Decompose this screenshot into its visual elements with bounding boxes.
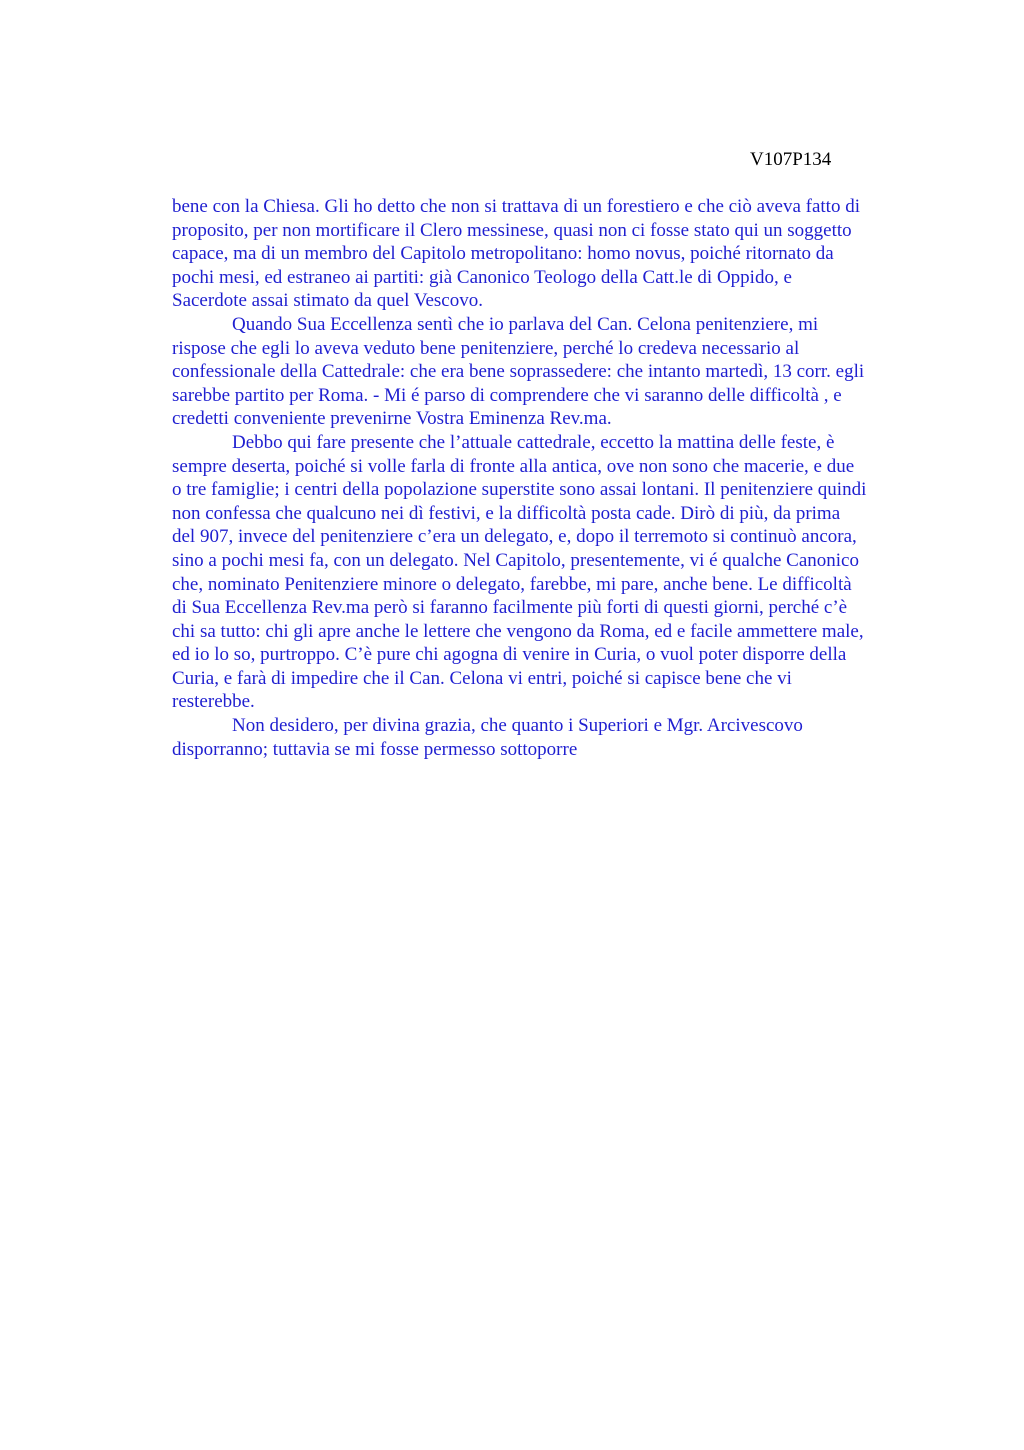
text-line: che, nominato Penitenziere minore o delegato, farebbe, mi pare, anche bene. Le difficoltà [172,573,852,595]
text-line: ed io lo so, purtroppo. C’è pure chi agogna di venire in Curia, o vuol poter disporre della [172,644,847,666]
page-id: V107P134 [750,149,832,170]
text-line: rispose che egli lo aveva veduto bene penitenziere, perché lo credeva necessario al [172,337,800,359]
text-line: Curia, e farà di impedire che il Can. Celona vi entri, poiché si capisce bene che vi [172,667,792,689]
text-line: confessionale della Cattedrale: che era bene soprassedere: che intanto martedì, 13 corr. egli [172,361,865,383]
text-line: chi sa tutto: chi gli apre anche le lettere che vengono da Roma, ed e facile ammettere male, [172,620,864,642]
text-line: Non desidero, per divina grazia, che quanto i Superiori e Mgr. Arcivescovo [232,715,803,737]
text-line: credetti conveniente prevenirne Vostra Eminenza Rev.ma. [172,408,612,430]
text-line: disporranno; tuttavia se mi fosse permesso sottoporre [172,738,578,760]
text-line: o tre famiglie; i centri della popolazione superstite sono assai lontani. Il penitenziere quindi [172,479,867,501]
text-line: sino a pochi mesi fa, con un delegato. Nel Capitolo, presentemente, vi é qualche Canonico [172,549,859,571]
text-line: proposito, per non mortificare il Clero messinese, quasi non ci fosse stato qui un soggetto [172,219,852,241]
text-line: capace, ma di un membro del Capitolo metropolitano: homo novus, poiché ritornato da [172,243,834,265]
text-line: non confessa che qualcuno nei dì festivi, e la difficoltà posta cade. Dirò di più, da prima [172,502,841,524]
text-line: del 907, invece del penitenziere c’era un delegato, e, dopo il terremoto si continuò ancora, [172,526,857,548]
text-line: sarebbe partito per Roma. - Mi é parso di comprendere che vi saranno delle difficoltà , e [172,384,842,406]
text-line: pochi mesi, ed estraneo ai partiti: già Canonico Teologo della Catt.le di Oppido, e [172,266,792,288]
text-line: bene con la Chiesa. Gli ho detto che non si trattava di un forestiero e che ciò aveva fatto di [172,196,860,217]
letter-body [172,195,932,761]
text-line: resterebbe. [172,691,255,713]
text-line: Quando Sua Eccellenza sentì che io parlava del Can. Celona penitenziere, mi [232,313,819,335]
text-line: Debbo qui fare presente che l’attuale cattedrale, eccetto la mattina delle feste, è [232,431,835,453]
text-line: di Sua Eccellenza Rev.ma però si faranno facilmente più forti di questi giorni, perché c’è [172,597,848,619]
text-line: sempre deserta, poiché si volle farla di fronte alla antica, ove non sono che macerie, e due [172,455,855,477]
text-line: Sacerdote assai stimato da quel Vescovo. [172,290,483,312]
